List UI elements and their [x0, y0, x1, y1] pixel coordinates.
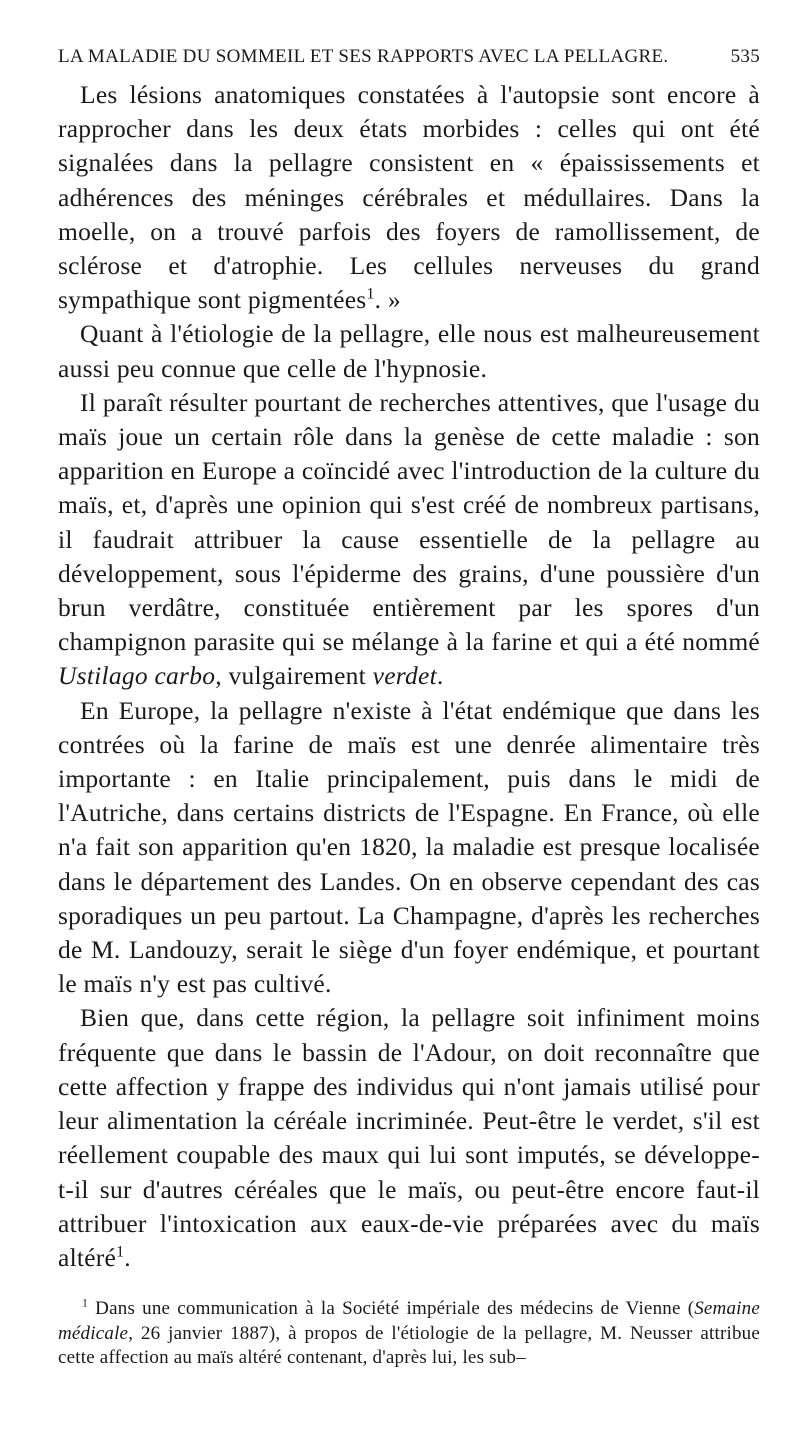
footnote [58, 1297, 760, 1371]
footnote-ref: 1 [116, 1243, 125, 1261]
paragraph-5-text: Bien que, dans cette région, la pellagre soit infiniment moins fréquente que dans le bassin de l'Adour, on doit reconnaître que cette affection y frappe des individus qui n'ont jamais utilisé pour leur alimentation la céréale incriminée. Peut-être le verdet, s'il est réellement coupable des maux qui lui sont imputés, se développe-t-il sur d'autres céréales que le maïs, ou peut-être encore faut-il attribuer l'intoxication aux eaux-de-vie préparées avec du maïs altéré [58, 1003, 760, 1272]
species-name: Ustilago carbo [58, 661, 216, 691]
footnote-text: Dans une communication à la Société impériale des médecins de Vienne ( [88, 1298, 695, 1320]
paragraph-1-end: . » [374, 285, 401, 315]
common-name: verdet [372, 661, 437, 691]
footnote-marker: 1 [82, 1296, 89, 1310]
paragraph-3 [58, 386, 760, 694]
footnote-ref: 1 [366, 285, 375, 303]
paragraph-3-text: Il paraît résulter pourtant de recherches attentives, que l'usage du maïs joue un certain rôle dans la genèse de cette maladie : son apparition en Europe a coïncidé avec l'introduction de la culture du maïs, et, d'après une opinion qui s'est créé de nombreux partisans, il faudrait attribuer la cause essentielle de la pellagre au développement, sous l'épiderme des grains, d'une poussière d'un brun verdâtre, constituée entièrement par les spores d'un champignon parasite qui se mélange à la farine et qui a été nommé [58, 387, 760, 657]
body-text [58, 78, 760, 1275]
paragraph-1 [58, 78, 760, 317]
paragraph-2: Quant à l'étiologie de la pellagre, elle nous est malheureusement aussi peu connue que celle de l'hypnosie. [58, 319, 760, 383]
paragraph-5-end: . [124, 1242, 131, 1272]
footnote-text-end: , 26 janvier 1887), à propos de l'étiologie de la pellagre, M. Neusser attribue cette affection au maïs altéré contenant, d'après lui, les sub– [58, 1322, 760, 1369]
page-number: 535 [730, 46, 760, 67]
running-head [58, 44, 760, 70]
paragraph-3-end: . [436, 661, 444, 691]
paragraph-5 [58, 1001, 760, 1275]
paragraph-1-text: Les lésions anatomiques constatées à l'autopsie sont encore à rapprocher dans les deux états morbides : celles qui ont été signalées dans la pellagre consistent en « épaississements et adhérences des méninges cérébrales et médullaires. Dans la moelle, on a trouvé parfois des foyers de ramollissement, de sclérose et d'atrophie. Les cellules nerveuses du grand sympathique sont pigmentées [58, 80, 760, 315]
paragraph-3-mid: , vulgairement [215, 661, 373, 691]
journal-title: Semaine médicale [58, 1298, 760, 1344]
paragraph-4: En Europe, la pellagre n'existe à l'état endémique que dans les contrées où la farine de maïs est une denrée alimentaire très importante : en Italie principalement, puis dans le midi de l'Autriche, dans certains districts de l'Espagne. En France, où elle n'a fait son apparition qu'en 1820, la maladie est presque localisée dans le département des Landes. On en observe cependant des cas sporadiques un peu partout. La Champagne, d'après les recherches de M. Landouzy, serait le siège d'un foyer endémique, et pourtant le maïs n'y est pas cultivé. [58, 695, 760, 999]
running-title: LA MALADIE DU SOMMEIL ET SES RAPPORTS AVEC LA PELLAGRE. [58, 46, 669, 67]
